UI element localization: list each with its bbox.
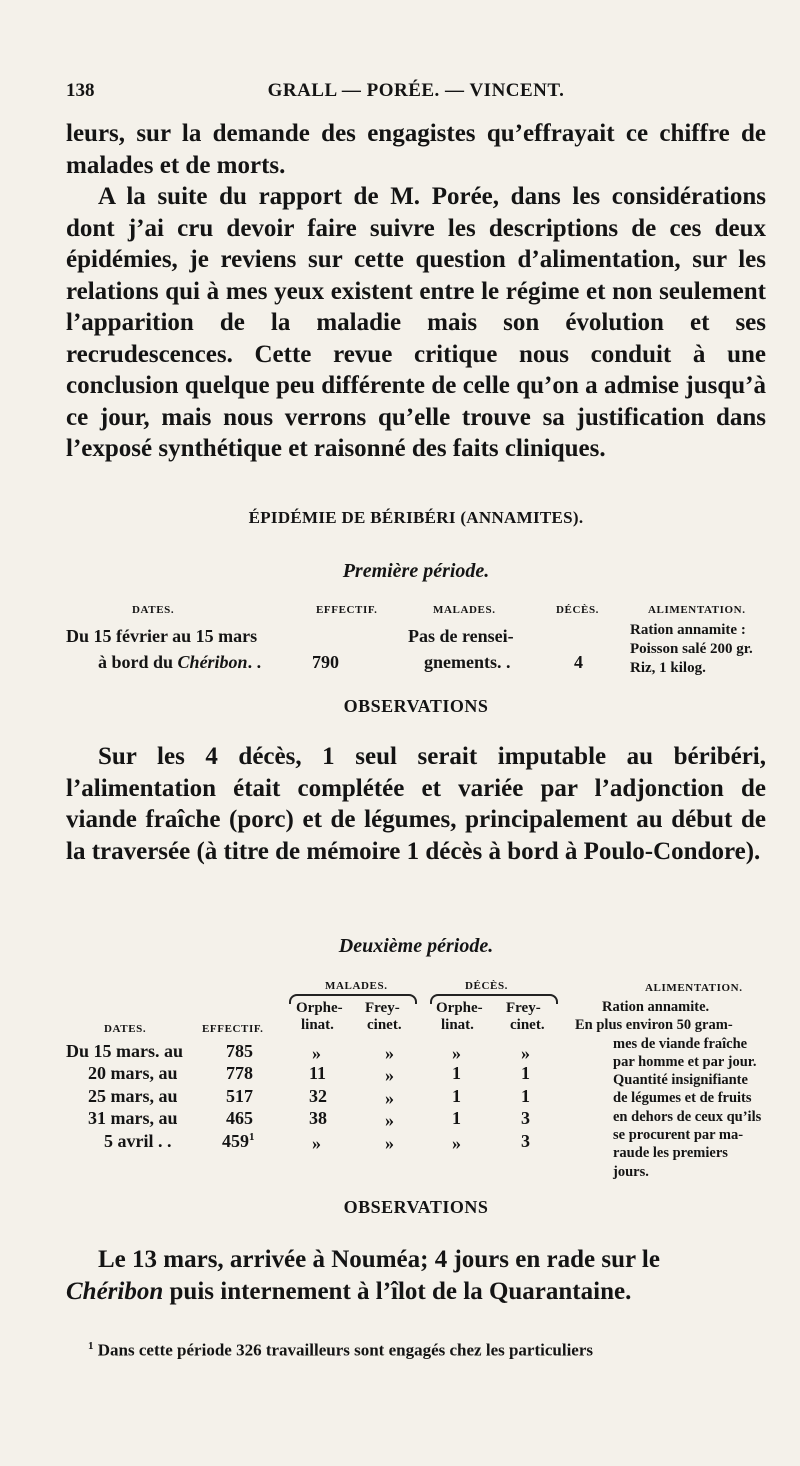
p1-dates-line2: à bord du Chéribon. .: [98, 652, 262, 672]
obs2-line1: Le 13 mars, arrivée à Nouméa; 4 jours en rade sur le: [98, 1246, 660, 1273]
p2-alimentation-column: [575, 998, 795, 1181]
p2-row5-dec-frey: 3: [521, 1131, 530, 1151]
p2-alim-line: Quantité insignifiante: [613, 1072, 748, 1089]
ship-name: Chéribon: [66, 1277, 164, 1305]
p2-row3-effectif: 517: [226, 1086, 253, 1106]
observations-heading-2: OBSERVATIONS: [343, 1197, 489, 1217]
page-number: 138: [66, 80, 95, 101]
p1-deces: 4: [574, 652, 583, 672]
p2-row1-mal-orph: »: [312, 1043, 321, 1063]
p2-row3-date: 25 mars, au: [88, 1086, 178, 1106]
p2-row1-mal-frey: »: [385, 1043, 394, 1063]
p2-row4-mal-frey: »: [385, 1110, 394, 1130]
p1-alim-line2: Poisson salé 200 gr.: [630, 641, 753, 657]
obs2-line2: Chéribon puis internement à l’îlot de la Quarantaine.: [66, 1277, 632, 1305]
p2-row3-mal-orph: 32: [309, 1086, 327, 1106]
p2-alim-line: de légumes et de fruits: [613, 1090, 752, 1107]
observations-text-2: [66, 1244, 766, 1307]
p2-row1-effectif: 785: [226, 1041, 253, 1061]
footnote-text: Dans cette période 326 travailleurs sont engagés chez les particuliers: [97, 1340, 594, 1360]
p1-malades-line1: Pas de rensei-: [408, 626, 514, 646]
p2-row2-dec-orph: 1: [452, 1063, 461, 1083]
p2-row4-date: 31 mars, au: [88, 1108, 178, 1128]
p2-row4-mal-orph: 38: [309, 1108, 327, 1128]
p2-alim-line: raude les premiers: [613, 1145, 728, 1162]
p2-row3-dec-orph: 1: [452, 1086, 461, 1106]
p1-alim-line3: Riz, 1 kilog.: [630, 660, 706, 676]
p2-row1-dec-frey: »: [521, 1043, 530, 1063]
p1-header-malades: MALADES.: [433, 604, 496, 616]
p2-alim-line: En plus environ 50 gram-: [575, 1017, 733, 1034]
p2-row4-effectif: 465: [226, 1108, 253, 1128]
observations-text-1: Sur les 4 décès, 1 seul serait imputable au béribéri, l’alimentation était complétée et variée par l’adjonction de viande fraîche (porc) et de légumes, principalement au début de la traversée (à titre de mémoire 1 décès à bord à Poulo-Condore).: [66, 743, 766, 865]
p2-row2-effectif: 778: [226, 1063, 253, 1083]
p2-row2-mal-frey: »: [385, 1065, 394, 1085]
observations-heading-1: OBSERVATIONS: [343, 696, 489, 716]
p2-alim-line: Ration annamite.: [602, 999, 710, 1015]
p2-row1-date: Du 15 mars. au: [66, 1041, 184, 1061]
p2-row3-dec-frey: 1: [521, 1086, 530, 1106]
p1-header-alimentation: ALIMENTATION.: [648, 604, 746, 616]
paragraph-considerations: A la suite du rapport de M. Porée, dans les considérations dont j’ai cru devoir faire suivre les descriptions de ces deux épidémies, je reviens sur cette question d’alimentation, sur les relations qui à mes yeux existent entre le régime et non seulement l’apparition de la maladie mais son évolution et ses recrudescences. Cette revue critique nous conduit à une conclusion quelque peu différente de celle qu’on a admise jusqu’à ce jour, mais nous verrons qu’elle trouve sa justification dans l’exposé synthétique et raisonné des faits cliniques.: [66, 183, 766, 462]
p2-mal-frey-h1: Frey-: [365, 1000, 400, 1016]
footnote-number: 1: [88, 1340, 94, 1352]
p2-alim-line: se procurent par ma-: [613, 1127, 744, 1144]
p2-alim-line: jours.: [613, 1163, 649, 1180]
p2-row2-date: 20 mars, au: [88, 1063, 178, 1083]
p1-dates-line1: Du 15 février au 15 mars: [66, 626, 258, 646]
p2-header-deces: DÉCÈS.: [465, 980, 509, 992]
p2-alim-line: en dehors de ceux qu’ils: [613, 1108, 762, 1125]
p2-alim-line: par homme et par jour.: [613, 1053, 757, 1070]
p2-header-alimentation: ALIMENTATION.: [645, 982, 743, 994]
p1-header-deces: DÉCÈS.: [556, 604, 600, 616]
p2-row4-dec-orph: 1: [452, 1108, 461, 1128]
p2-alim-line: mes de viande fraîche: [613, 1035, 748, 1052]
p2-row5-date: 5 avril . .: [104, 1131, 172, 1151]
p2-row1-dec-orph: »: [452, 1043, 461, 1063]
p2-row2-dec-frey: 1: [521, 1063, 530, 1083]
p2-dec-orph-h1: Orphe-: [436, 1000, 483, 1016]
p2-row2-mal-orph: 11: [309, 1063, 327, 1083]
p2-row5-mal-orph: »: [312, 1133, 321, 1153]
p2-row3-mal-frey: »: [385, 1088, 394, 1108]
p2-dec-orph-h2: linat.: [441, 1017, 474, 1033]
footnote-marker: 1: [249, 1131, 255, 1143]
p2-header-effectif: EFFECTIF.: [202, 1023, 264, 1035]
page-header: [66, 78, 766, 108]
p2-header-malades: MALADES.: [325, 980, 388, 992]
p2-dec-frey-h1: Frey-: [506, 1000, 541, 1016]
p2-row4-dec-frey: 3: [521, 1108, 530, 1128]
p2-mal-frey-h2: cinet.: [367, 1017, 402, 1033]
period2-title: Deuxième période.: [338, 935, 494, 957]
p1-header-dates: DATES.: [132, 604, 175, 616]
period1-title: Première période.: [342, 560, 490, 582]
ship-name: Chéribon: [177, 652, 248, 672]
p2-row5-effectif: $459^1$: [222, 1131, 255, 1151]
p2-row5-dec-orph: »: [452, 1133, 461, 1153]
p2-header-dates: DATES.: [104, 1023, 147, 1035]
p2-row5-mal-frey: »: [385, 1133, 394, 1153]
p2-dec-frey-h2: cinet.: [510, 1017, 545, 1033]
footnote: [88, 1340, 768, 1361]
p1-alim-line1: Ration annamite :: [630, 622, 746, 638]
p1-header-effectif: EFFECTIF.: [316, 604, 378, 616]
p1-effectif: 790: [312, 652, 339, 672]
p2-mal-orph-h2: linat.: [301, 1017, 334, 1033]
running-title: GRALL — PORÉE. — VINCENT.: [267, 80, 565, 101]
p1-malades-line2: gnements. .: [424, 652, 511, 672]
p2-mal-orph-h1: Orphe-: [296, 1000, 343, 1016]
section-title: ÉPIDÉMIE DE BÉRIBÉRI (ANNAMITES).: [248, 508, 584, 527]
paragraph-continuation: leurs, sur la demande des engagistes qu’effrayait ce chiffre de malades et de morts.: [66, 120, 766, 179]
